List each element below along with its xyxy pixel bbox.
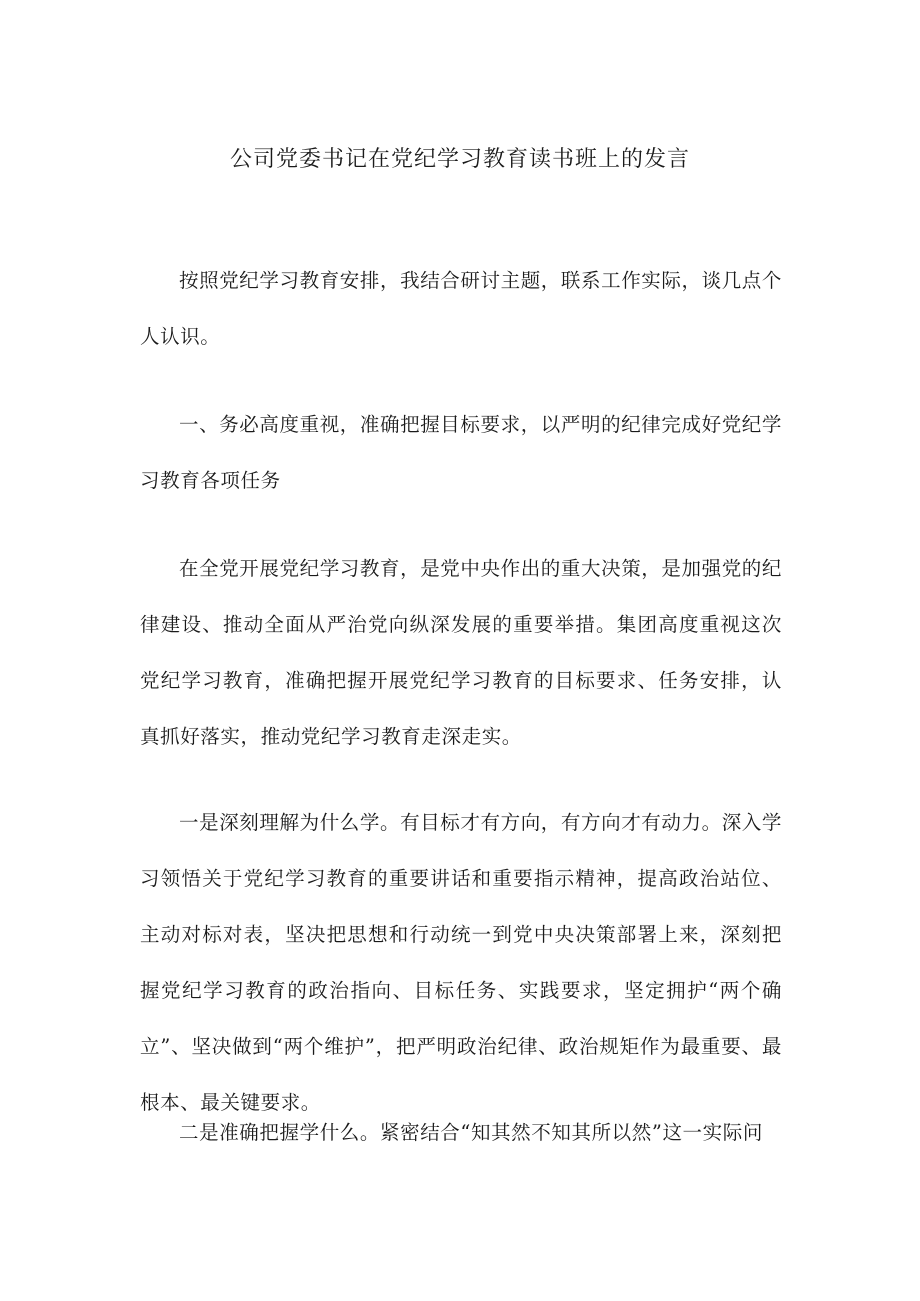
paragraph-background: 在全党开展党纪学习教育，是党中央作出的重大决策，是加强党的纪律建设、推动全面从严治党向纵深发展的重要举措。集团高度重视这次党纪学习教育，准确把握开展党纪学习教育的目标要求、任务安排，认真抓好落实，推动党纪学习教育走深走实。 [140, 557, 783, 748]
section-heading-1: 一、务必高度重视，准确把握目标要求，以严明的纪律完成好党纪学习教育各项任务 [140, 413, 783, 492]
document-title: 公司党委书记在党纪学习教育读书班上的发言 [229, 147, 690, 172]
paragraph-point-1: 一是深刻理解为什么学。有目标才有方向，有方向才有动力。深入学习领悟关于党纪学习教育的重要讲话和重要指示精神，提高政治站位、主动对标对表，坚决把思想和行动统一到党中央决策部署上来，深刻把握党纪学习教育的政治指向、目标任务、实践要求，坚定拥护“两个确立”、坚决做到“两个维护”，把严明政治纪律、政治规矩作为最重要、最根本、最关键要求。 [140, 811, 783, 1114]
paragraph-intro: 按照党纪学习教育安排，我结合研讨主题，联系工作实际，谈几点个人认识。 [140, 269, 783, 348]
paragraph-point-2: 二是准确把握学什么。紧密结合“知其然不知其所以然”这一实际问 [179, 1121, 763, 1144]
